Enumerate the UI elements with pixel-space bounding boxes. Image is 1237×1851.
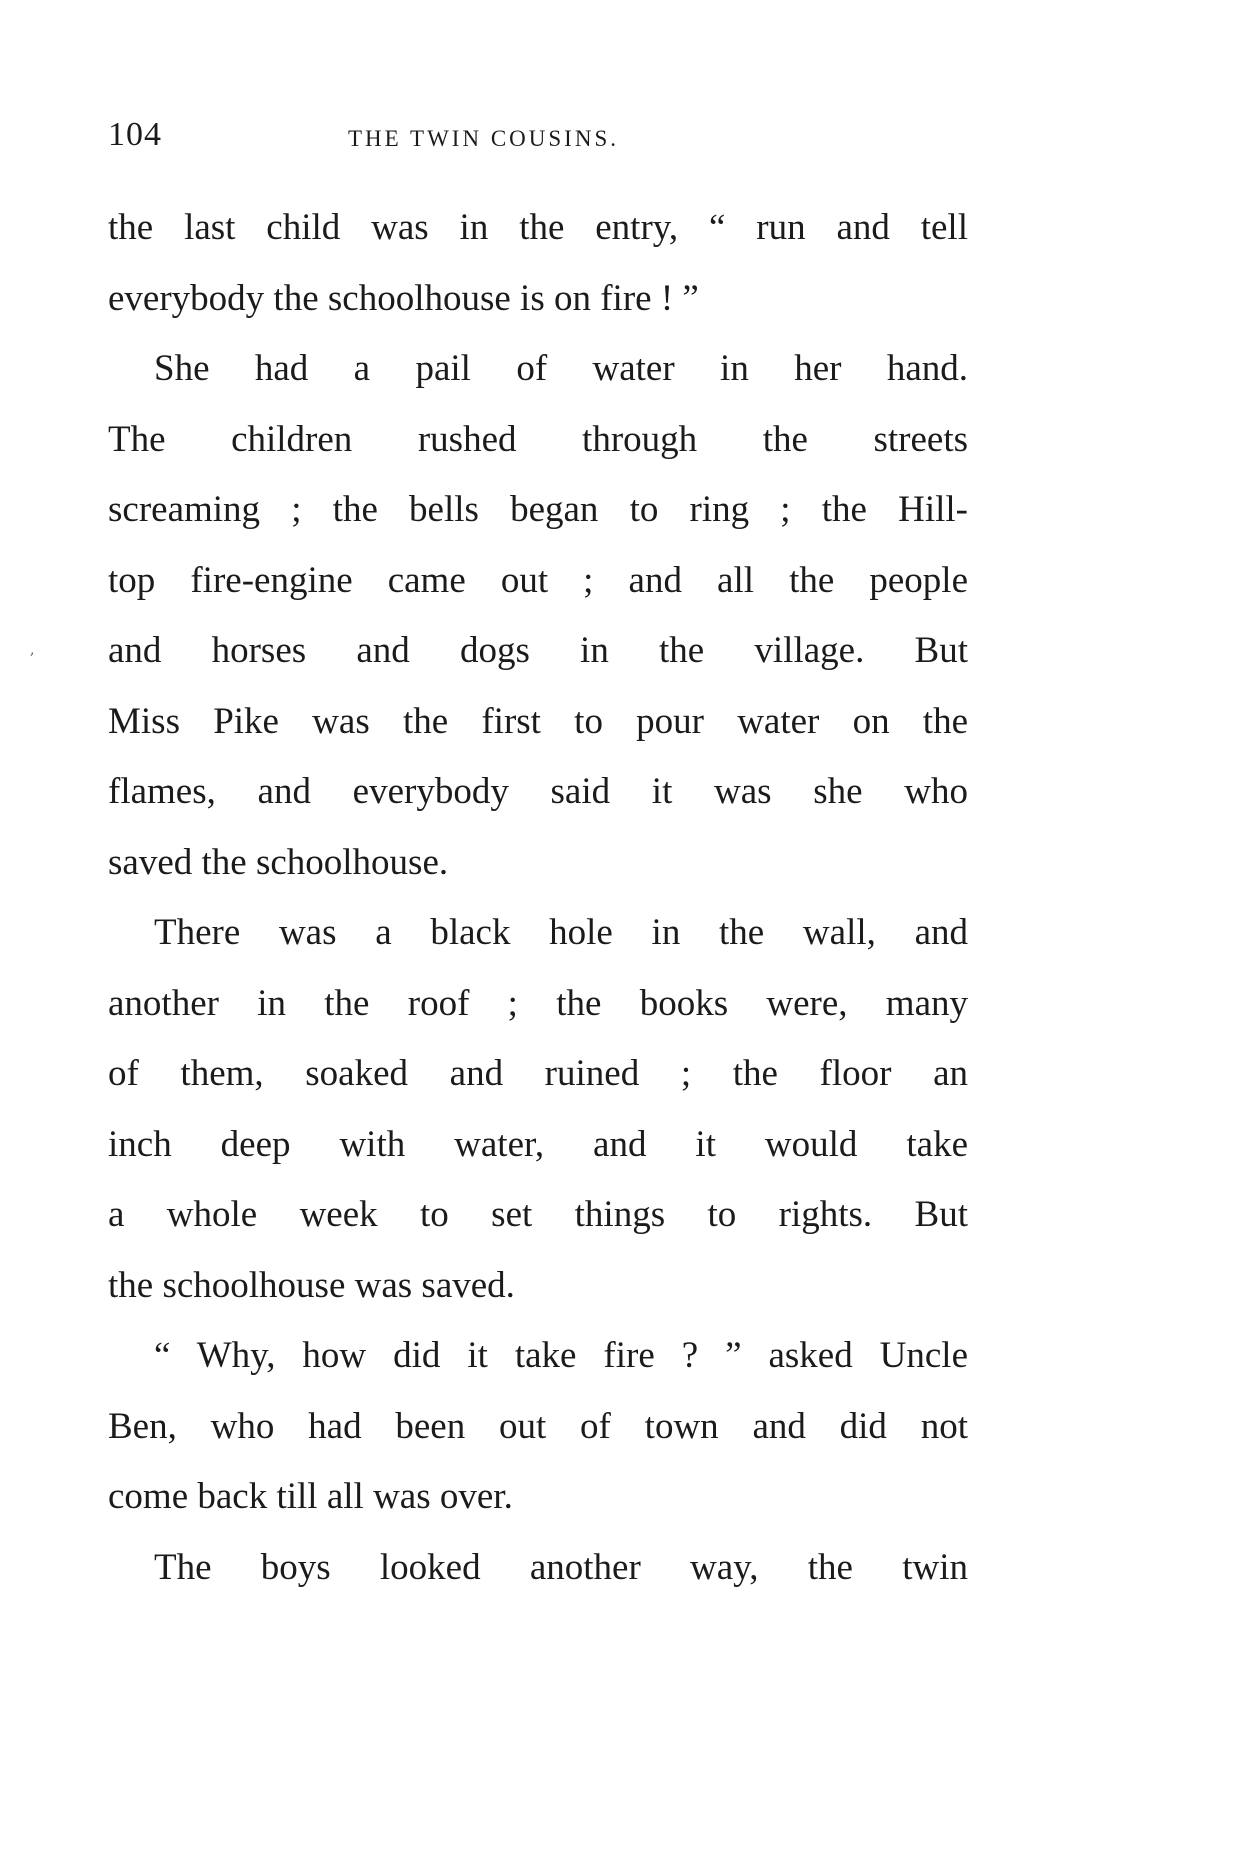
text-line: a whole week to set things to rights. But — [108, 1194, 968, 1235]
text-line: the last child was in the entry, “ run and tell — [108, 207, 968, 248]
paragraph-start-line: The boys looked another way, the twin — [154, 1546, 968, 1588]
text-line: screaming ; the bells began to ring ; the Hill- — [108, 489, 968, 530]
text-line: come back till all was over. — [108, 1476, 513, 1517]
text-line: top fire-engine came out ; and all the people — [108, 559, 968, 601]
running-title: THE TWIN COUSINS. — [348, 126, 619, 151]
text-line: saved the schoolhouse. — [108, 841, 449, 883]
body-text — [108, 193, 968, 1603]
page-header — [108, 116, 968, 156]
text-line: another in the roof ; the books were, many — [108, 982, 968, 1024]
text-line: inch deep with water, and it would take — [108, 1123, 968, 1165]
margin-speck: , — [30, 642, 35, 658]
text-line: Miss Pike was the first to pour water on the — [108, 700, 968, 742]
page-number: 104 — [108, 116, 162, 153]
paragraph-start-line: She had a pail of water in her hand. — [154, 348, 968, 389]
text-line: everybody the schoolhouse is on fire ! ” — [108, 277, 699, 319]
text-line: The children rushed through the streets — [108, 418, 968, 460]
text-line: the schoolhouse was saved. — [108, 1264, 515, 1306]
text-line: of them, soaked and ruined ; the floor an — [108, 1053, 968, 1094]
text-line: and horses and dogs in the village. But — [108, 630, 968, 671]
text-line: Ben, who had been out of town and did not — [108, 1405, 968, 1447]
paragraph-start-line: There was a black hole in the wall, and — [154, 912, 968, 953]
text-line: flames, and everybody said it was she who — [108, 771, 968, 812]
paragraph-start-line: “ Why, how did it take fire ? ” asked Uncle — [154, 1335, 968, 1376]
